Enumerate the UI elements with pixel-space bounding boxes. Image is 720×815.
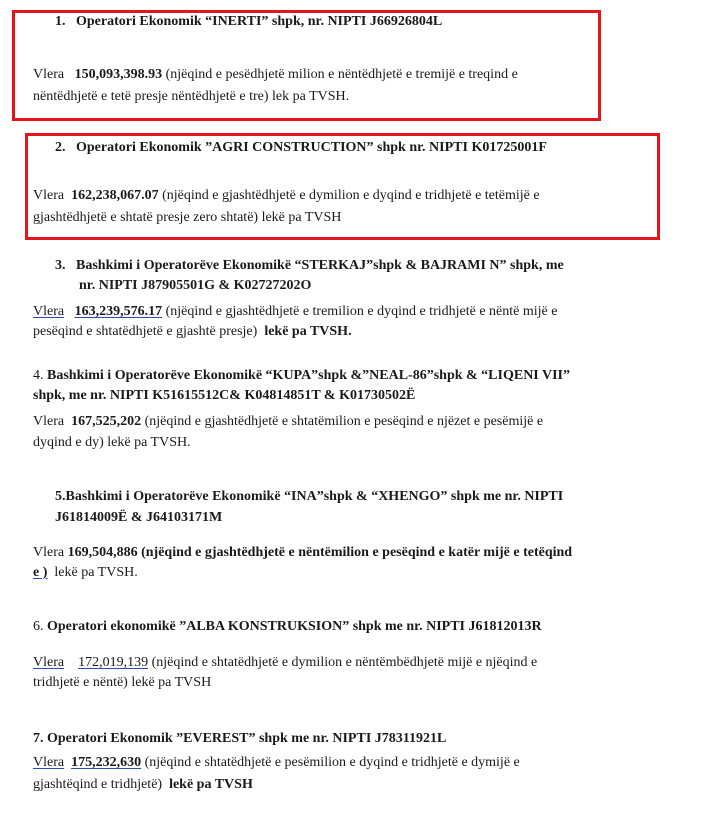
offer-4-value-line: Vlera 167,525,202 (njëqind e gjashtëdhjetë e shtatëmilion e pesëqind e njëzet e pesëmijë e — [33, 414, 544, 429]
offer-5-value-line: Vlera 169,504,886 (njëqind e gjashtëdhjetë e nëntëmilion e pesëqind e katër mijë e tetëqind — [33, 545, 573, 560]
offer-1-heading: 1. Operatori Ekonomik “INERTI” shpk, nr. NIPTI J66926804L — [55, 14, 443, 29]
offer-3-value: 163,239,576.17 — [74, 304, 163, 319]
offer-1-value: 150,093,398.93 — [74, 67, 163, 82]
offer-6-value: 172,019,139 — [78, 655, 149, 670]
offer-4-heading: 4. Bashkimi i Operatorëve Ekonomikë “KUPA”shpk &”NEAL-86”shpk & “LIQENI VII” — [33, 368, 571, 383]
offer-3-heading: 3. Bashkimi i Operatorëve Ekonomikë “STERKAJ”shpk & BAJRAMI N” shpk, me — [55, 258, 564, 273]
offer-3-nipt: nr. NIPTI J87905501G & K02727202O — [79, 278, 312, 293]
offer-4-words: dyqind e dy) lekë pa TVSH. — [33, 435, 191, 450]
offer-4-value: 167,525,202 — [71, 414, 142, 429]
offer-6-heading: 6. Operatori ekonomikë ”ALBA KONSTRUKSION” shpk me nr. NIPTI J61812013R — [33, 619, 542, 634]
offer-7-words: gjashtëqind e tridhjetë) lekë pa TVSH — [33, 777, 253, 792]
offer-3-value-line: Vlera 163,239,576.17 (njëqind e gjashtëdhjetë e tremilion e dyqind e tridhjetë e nëntë mijë e — [33, 304, 558, 319]
offer-2-words: gjashtëdhjetë e shtatë presje zero shtatë) lekë pa TVSH — [33, 210, 342, 225]
offer-1-words: nëntëdhjetë e tetë presje nëntëdhjetë e tre) lek pa TVSH. — [33, 89, 350, 104]
offer-5-heading: 5.Bashkimi i Operatorëve Ekonomikë “INA”shpk & “XHENGO” shpk me nr. NIPTI — [55, 489, 564, 504]
offer-6-value-line: Vlera 172,019,139 (njëqind e shtatëdhjetë e dymilion e nëntëmbëdhjetë mijë e njëqind e — [33, 655, 538, 670]
offer-3-words: pesëqind e shtatëdhjetë e gjashtë presje) lekë pa TVSH. — [33, 324, 352, 339]
offer-5-value: 169,504,886 — [67, 545, 138, 560]
offer-1-value-line: Vlera 150,093,398.93 (njëqind e pesëdhjetë milion e nëntëdhjetë e tremijë e treqind e — [33, 67, 518, 82]
offer-7-value-line: Vlera 175,232,630 (njëqind e shtatëdhjetë e pesëmilion e dyqind e tridhjetë e dymijë e — [33, 755, 520, 770]
offer-2-value: 162,238,067.07 — [71, 188, 159, 203]
offer-5-words: e ) lekë pa TVSH. — [33, 565, 138, 580]
offer-5-nipt: J61814009Ë & J64103171M — [55, 510, 223, 525]
offer-2-value-line: Vlera 162,238,067.07 (njëqind e gjashtëdhjetë e dymilion e dyqind e tridhjetë e tetëmijë e — [33, 188, 540, 203]
offer-4-nipt: shpk, me nr. NIPTI K51615512C& K04814851T & K01730502Ë — [33, 388, 416, 403]
offer-6-words: tridhjetë e nëntë) lekë pa TVSH — [33, 675, 212, 690]
offer-7-heading: 7. Operatori Ekonomik ”EVEREST” shpk me nr. NIPTI J78311921L — [33, 731, 447, 746]
offer-2-heading: 2. Operatori Ekonomik ”AGRI CONSTRUCTION” shpk nr. NIPTI K01725001F — [55, 140, 547, 155]
offer-7-value: 175,232,630 — [71, 755, 142, 770]
